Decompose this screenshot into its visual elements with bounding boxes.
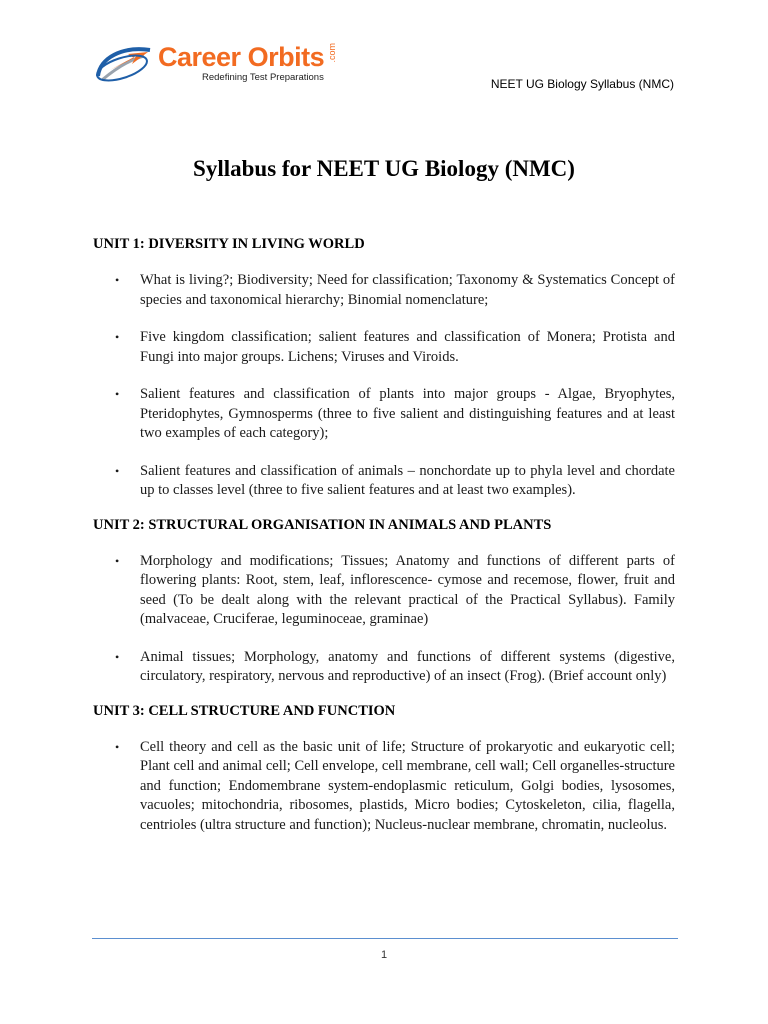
list-item: • What is living?; Biodiversity; Need for classification; Taxonomy & Systematics Concept of species and taxonomical hierarchy; Binomial nomenclature; <box>115 272 675 308</box>
logo-wordmark: Career Orbits <box>158 42 325 72</box>
unit-3-list <box>93 738 675 836</box>
list-item: • Salient features and classification of animals – nonchordate up to phyla level and chordate up to classes level (three to five salient features and at least two examples). <box>115 462 675 498</box>
list-item: • Cell theory and cell as the basic unit of life; Structure of prokaryotic and eukaryotic cell; Plant cell and animal cell; Cell envelope, cell membrane, cell wall; Cell organelles-structure and function; Endomembrane system-endoplasmic reticulum, Golgi bodies, lysosomes, vacuoles; mitochondria, ribosomes, plastids, Micro bodies; Cytoskeleton, cilia, flagella, centrioles (ultra structure and function); Nucleus-nuclear membrane, chromatin, nucleolus. <box>115 738 675 833</box>
unit-3-section <box>93 703 675 836</box>
orbit-arrow-icon <box>92 40 158 86</box>
logo-com: .com <box>327 43 337 63</box>
list-item: • Morphology and modifications; Tissues; Anatomy and functions of different parts of flowering plants: Root, stem, leaf, inflorescence- cymose and recemose, flower, fruit and seed (To be dealt along with the relevant practical of the Practical Syllabus). Family (malvaceae, Cruciferae, leguminoceae, graminae) <box>115 552 675 627</box>
page-number: 1 <box>380 949 388 961</box>
list-item: • Five kingdom classification; salient features and classification of Monera; Protista and Fungi into major groups. Lichens; Viruses and Viroids. <box>115 329 675 365</box>
unit-3-heading: UNIT 3: CELL STRUCTURE AND FUNCTION <box>93 702 396 719</box>
logo-tagline: Redefining Test Preparations <box>202 72 324 83</box>
career-orbits-logo <box>92 40 352 90</box>
unit-2-list <box>93 552 675 687</box>
unit-1-list <box>93 271 675 501</box>
syllabus-content <box>93 236 675 853</box>
footer-divider <box>92 938 678 939</box>
unit-1-section <box>93 236 675 501</box>
list-item: • Animal tissues; Morphology, anatomy and functions of different systems (digestive, circulatory, respiratory, nervous and reproductive) of an insect (Frog). (Brief account only) <box>115 648 675 684</box>
document-header-label: NEET UG Biology Syllabus (NMC) <box>490 77 674 91</box>
list-item: • Salient features and classification of plants into major groups - Algae, Bryophytes, Pteridophytes, Gymnosperms (three to five salient and distinguishing features and at least two examples of each category); <box>115 386 675 441</box>
page-title: Syllabus for NEET UG Biology (NMC) <box>193 156 575 181</box>
unit-2-heading: UNIT 2: STRUCTURAL ORGANISATION IN ANIMALS AND PLANTS <box>93 516 552 533</box>
unit-2-section <box>93 517 675 687</box>
unit-1-heading: UNIT 1: DIVERSITY IN LIVING WORLD <box>93 236 365 252</box>
